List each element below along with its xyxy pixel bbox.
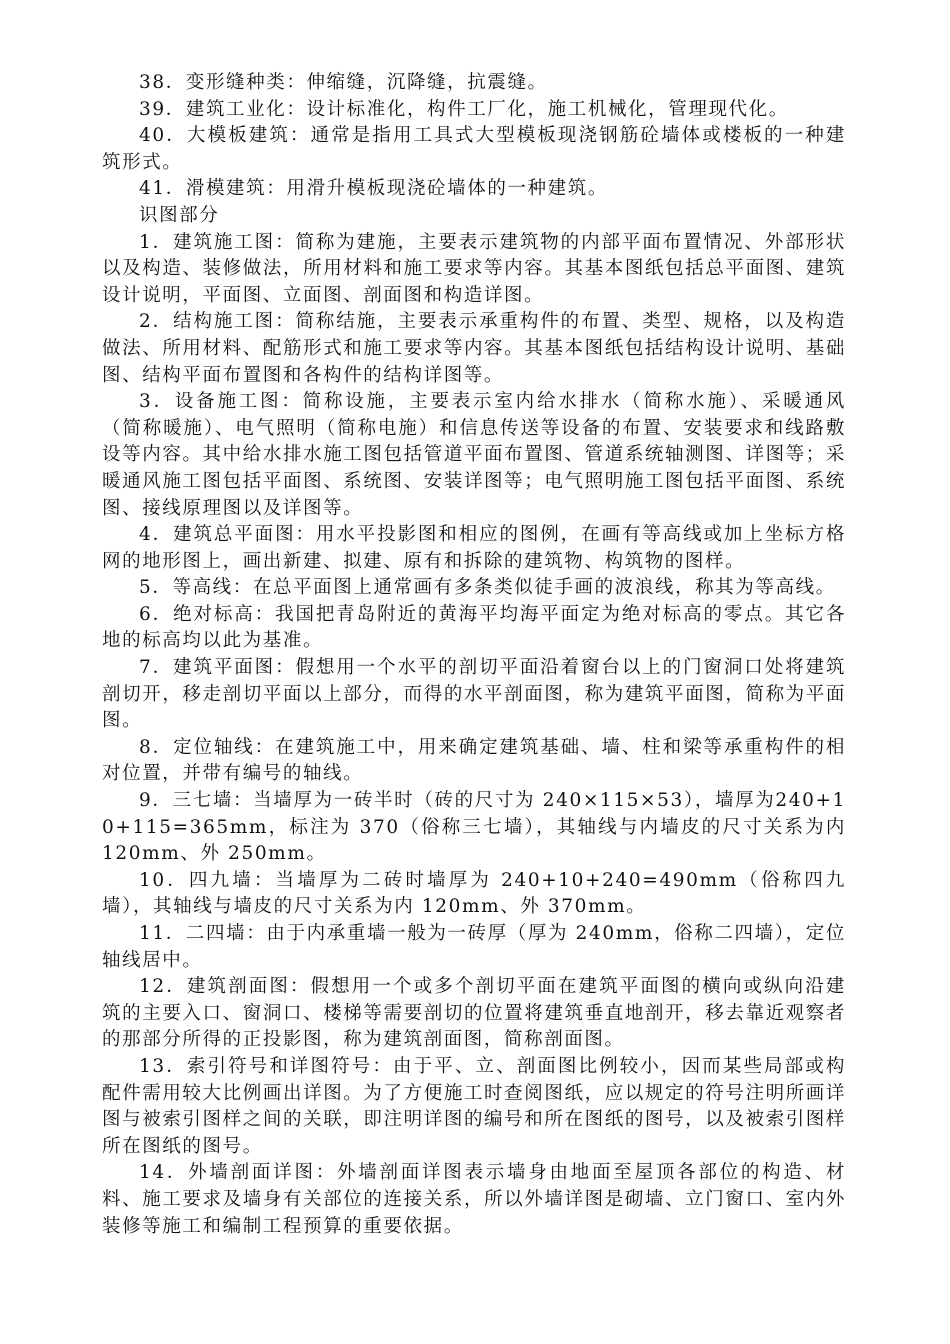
item-6: 6．绝对标高：我国把青岛附近的黄海平均海平面定为绝对标高的零点。其它各地的标高均以此为基准。 <box>102 603 846 652</box>
item-8: 8．定位轴线：在建筑施工中，用来确定建筑基础、墙、柱和梁等承重构件的相对位置，并带有编号的轴线。 <box>102 736 846 785</box>
item-5: 5．等高线：在总平面图上通常画有多条类似徒手画的波浪线，称其为等高线。 <box>139 577 836 599</box>
item-11: 11．二四墙：由于内承重墙一般为一砖厚（厚为 240mm，俗称二四墙），定位轴线居中。 <box>102 923 846 971</box>
item-38: 38．变形缝种类：伸缩缝，沉降缝，抗震缝。 <box>139 72 548 93</box>
item-40: 40．大模板建筑：通常是指用工具式大型模板现浇钢筋砼墙体或楼板的一种建筑形式。 <box>102 125 846 173</box>
item-3: 3．设备施工图：简称设施，主要表示室内给水排水（简称水施）、采暖通风（简称暖施）、电气照明（简称电施）和信息传送等设备的布置、安装要求和线路敷设等内容。其中给水排水施工图包括管道平面布置图、管道系统轴测图、详图等；采暖通风施工图包括平面图、系统图、安装详图等；电气照明施工图包括平面图、系统图、接线原理图以及详图等。 <box>102 391 846 519</box>
item-41: 41．滑模建筑：用滑升模板现浇砼墙体的一种建筑。 <box>139 178 608 200</box>
item-13: 13．索引符号和详图符号：由于平、立、剖面图比例较小，因而某些局部或构配件需用较大比例画出详图。为了方便施工时查阅图纸，应以规定的符号注明所画详图与被索引图样之间的关联，即注明详图的编号和所在图纸的图号，以及被索引图样所在图纸的图号。 <box>102 1055 846 1157</box>
item-10: 10．四九墙：当墙厚为二砖时墙厚为 240+10+240=490mm（俗称四九墙），其轴线与墙皮的尺寸关系为内 120mm、外 370mm。 <box>102 869 846 918</box>
item-2: 2．结构施工图：简称结施，主要表示承重构件的布置、类型、规格，以及构造做法、所用材料、配筋形式和施工要求等内容。其基本图纸包括结构设计说明、基础图、结构平面布置图和各构件的结构详图等。 <box>102 311 846 386</box>
item-9: 9．三七墙：当墙厚为一砖半时（砖的尺寸为 240×115×53），墙厚为240+10+115=365mm，标注为 370（俗称三七墙），其轴线与内墙皮的尺寸关系为内 120mm、外 250mm。 <box>102 790 846 865</box>
section-heading: 识图部分 <box>139 204 220 226</box>
item-7: 7．建筑平面图：假想用一个水平的剖切平面沿着窗台以上的门窗洞口处将建筑剖切开，移走剖切平面以上部分，而得的水平剖面图，称为建筑平面图，简称为平面图。 <box>102 657 846 732</box>
item-14: 14．外墙剖面详图：外墙剖面详图表示墙身由地面至屋顶各部位的构造、材料、施工要求及墙身有关部位的连接关系，所以外墙详图是砌墙、立门窗口、室内外装修等施工和编制工程预算的重要依据。 <box>102 1162 846 1237</box>
document-page <box>102 70 846 1240</box>
item-12: 12．建筑剖面图：假想用一个或多个剖切平面在建筑平面图的横向或纵向沿建筑的主要入口、窗洞口、楼梯等需要剖切的位置将建筑垂直地剖开，移去靠近观察者的那部分所得的正投影图，称为建筑剖面图，简称剖面图。 <box>102 976 846 1051</box>
item-1: 1．建筑施工图：简称为建施，主要表示建筑物的内部平面布置情况、外部形状以及构造、装修做法，所用材料和施工要求等内容。其基本图纸包括总平面图、建筑设计说明，平面图、立面图、剖面图和构造详图。 <box>102 231 846 306</box>
item-4: 4．建筑总平面图：用水平投影图和相应的图例，在画有等高线或加上坐标方格网的地形图上，画出新建、拟建、原有和拆除的建筑物、构筑物的图样。 <box>102 524 846 572</box>
item-39: 39．建筑工业化：设计标准化，构件工厂化，施工机械化，管理现代化。 <box>139 98 789 120</box>
